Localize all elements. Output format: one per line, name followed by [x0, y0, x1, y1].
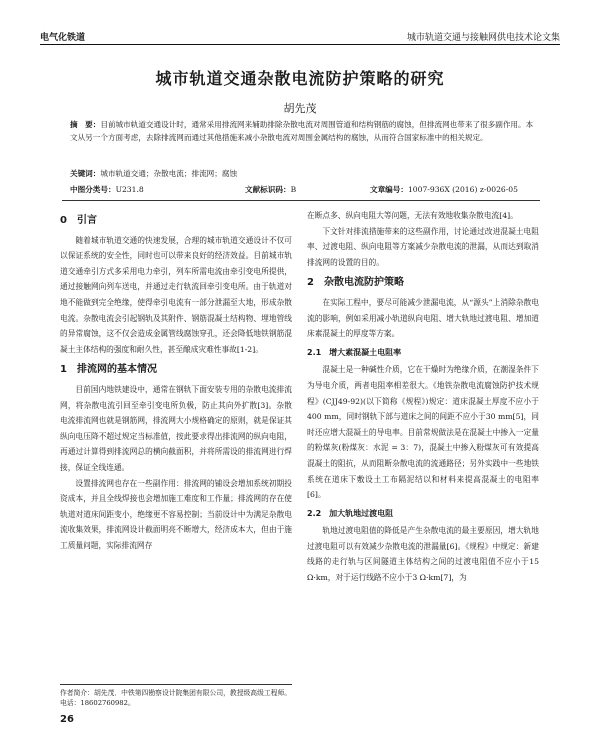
page-number: 26 — [60, 714, 74, 725]
paragraph: 在断点多、纵向电阻大等问题，无法有效地收集杂散电流[4]。 — [307, 211, 518, 220]
paragraph: 在实际工程中，要尽可能减少泄漏电流，从“源头”上消除杂散电流的影响，例如采用减小轨道纵向电阻、增大轨地过渡电阻、增加道床素混凝土的厚度等方案。 — [307, 297, 539, 339]
header-journal: 电气化铁道 — [40, 33, 86, 43]
paragraph: 随着城市轨道交通的快速发展，合理的城市轨道交通设计不仅可以保证系统的安全性，同时也可以带来良好的经济效益。目前城市轨道交通牵引方式多采用电力牵引，列车所需电流由牵引变电所提供，通过接触网向列车送电，并通过走行轨流回牵引变电所。由于轨道对地不能做到完全绝缘，使得牵引电流有一部分泄漏至大地，形成杂散电流。杂散电流会引起钢轨及其附件、钢筋混凝土结构物、埋地管线的异常腐蚀，这不仅会造成金属管线腐蚀穿孔，还会降低地铁钢筋混凝土主体结构的强度和耐久性，甚至酿成灾难性事故[1-2]。 — [60, 235, 292, 354]
abstract-text: 目前城市轨道交通设计时，通常采用排流网来辅助排除杂散电流对周围管道和结构钢筋的腐蚀，但排流网也带来了很多副作用。本文从另一个方面考虑，去除排流网而通过其他措施来减小杂散电流对周围金属结构的腐蚀，从而符合国家标准中的相关规定。 — [70, 120, 534, 142]
divider — [62, 200, 540, 201]
paragraph: 目前国内地铁建设中，通常在钢轨下面安装专用的杂散电流排流网，将杂散电流引回至牵引变电所负极，防止其向外扩散[3]。杂散电流排流网也就是钢筋网，排流网大小规格确定的原则，就是保证其纵向电压降不超过规定当标准值，按此要求得出排流网的纵向电阻，再通过计算得到排流网总的横向截面积，并将所需设的排流网进行焊接，保证全线连通。 — [60, 384, 292, 472]
section-1-heading: 1 排流网的基本情况 — [60, 364, 157, 376]
paragraph: 下文针对排流措施带来的这些副作用，讨论通过改进混凝土电阻率、过渡电阻、纵向电阻等方案减少杂散电流的泄漏，从而达到取消排流网的设置的目的。 — [307, 226, 539, 267]
right-column — [307, 208, 539, 586]
abstract — [70, 118, 540, 144]
section-2-2-heading: 2.2 加大轨地过渡电阻 — [307, 508, 394, 518]
article-number: 文章编号：1007-936X (2016) z-0026-05 — [370, 185, 518, 194]
doc-code: 文献标识码：B — [245, 185, 297, 194]
author-footnote: 作者简介：胡先茂．中铁第四勘察设计院集团有限公司，教授级高级工程师。电话：18602760982。 — [60, 684, 292, 708]
keywords-label: 关键词： — [70, 169, 101, 178]
paper-title: 城市轨道交通杂散电流防护策略的研究 — [155, 69, 445, 88]
paragraph: 轨地过渡电阻值的降低是产生杂散电流的最主要原因，增大轨地过渡电阻可以有效减少杂散电流的泄漏量[6]。《规程》中规定：新建线路的走行轨与区间隧道主体结构之间的过渡电阻值不应小于15 Ω·km，对于运行线路不应小于3 Ω·km[7]，为 — [307, 526, 539, 583]
clc-code: 中图分类号：U231.8 — [70, 185, 144, 194]
classification-line — [70, 184, 540, 196]
author-name: 胡先茂 — [283, 102, 317, 115]
running-header — [40, 30, 560, 45]
section-0-heading: 0 引言 — [60, 215, 97, 226]
section-2-1-heading: 2.1 增大素混凝土电阻率 — [307, 347, 402, 357]
keywords-text: 城市轨道交通；杂散电流；排流网；腐蚀 — [100, 169, 238, 178]
keywords — [70, 168, 540, 179]
paragraph: 设置排流网也存在一些副作用：排流网的铺设会增加系统初期投资成本，并且全线焊接也会增加施工难度和工作量；排流网的存在使轨道对道床间距变小，绝缘更不容易控制；当前设计中为满足杂散电流收集效果，排流网设计截面明亮不断增大，经济成本大，但由于施工质量问题，实际排流网存 — [60, 478, 292, 550]
paragraph: 混凝土是一种碱性介质，它在干燥时为绝缘介质，在潮湿条件下为导电介质，两者电阻率相差很大。《地铁杂散电流腐蚀防护技术规程》(CJJ49-92)(以下简称《规程》)规定：道床混凝土厚度不应小于400 mm，同时钢轨下部与道床之间的间距不应小于30 mm[5]，同时还应增大混凝土的导电率。目前常规做法是在混凝土中掺入一定量的粉煤灰(粉煤灰：水泥 = 3：7)，混凝土中掺入粉煤灰可有效提高混凝土的阻抗，从而阻断杂散电流的流通路径；另外实践中一些地铁系统在道床下敷设土工布隔泥结以和材料来提高混凝土的电阻率[6]。 — [307, 365, 539, 500]
section-2-heading: 2 杂散电流防护策略 — [307, 277, 404, 289]
left-column — [60, 208, 292, 553]
header-collection: 城市轨道交通与接触网供电技术论文集 — [406, 33, 560, 43]
abstract-label: 摘 要： — [70, 120, 101, 129]
